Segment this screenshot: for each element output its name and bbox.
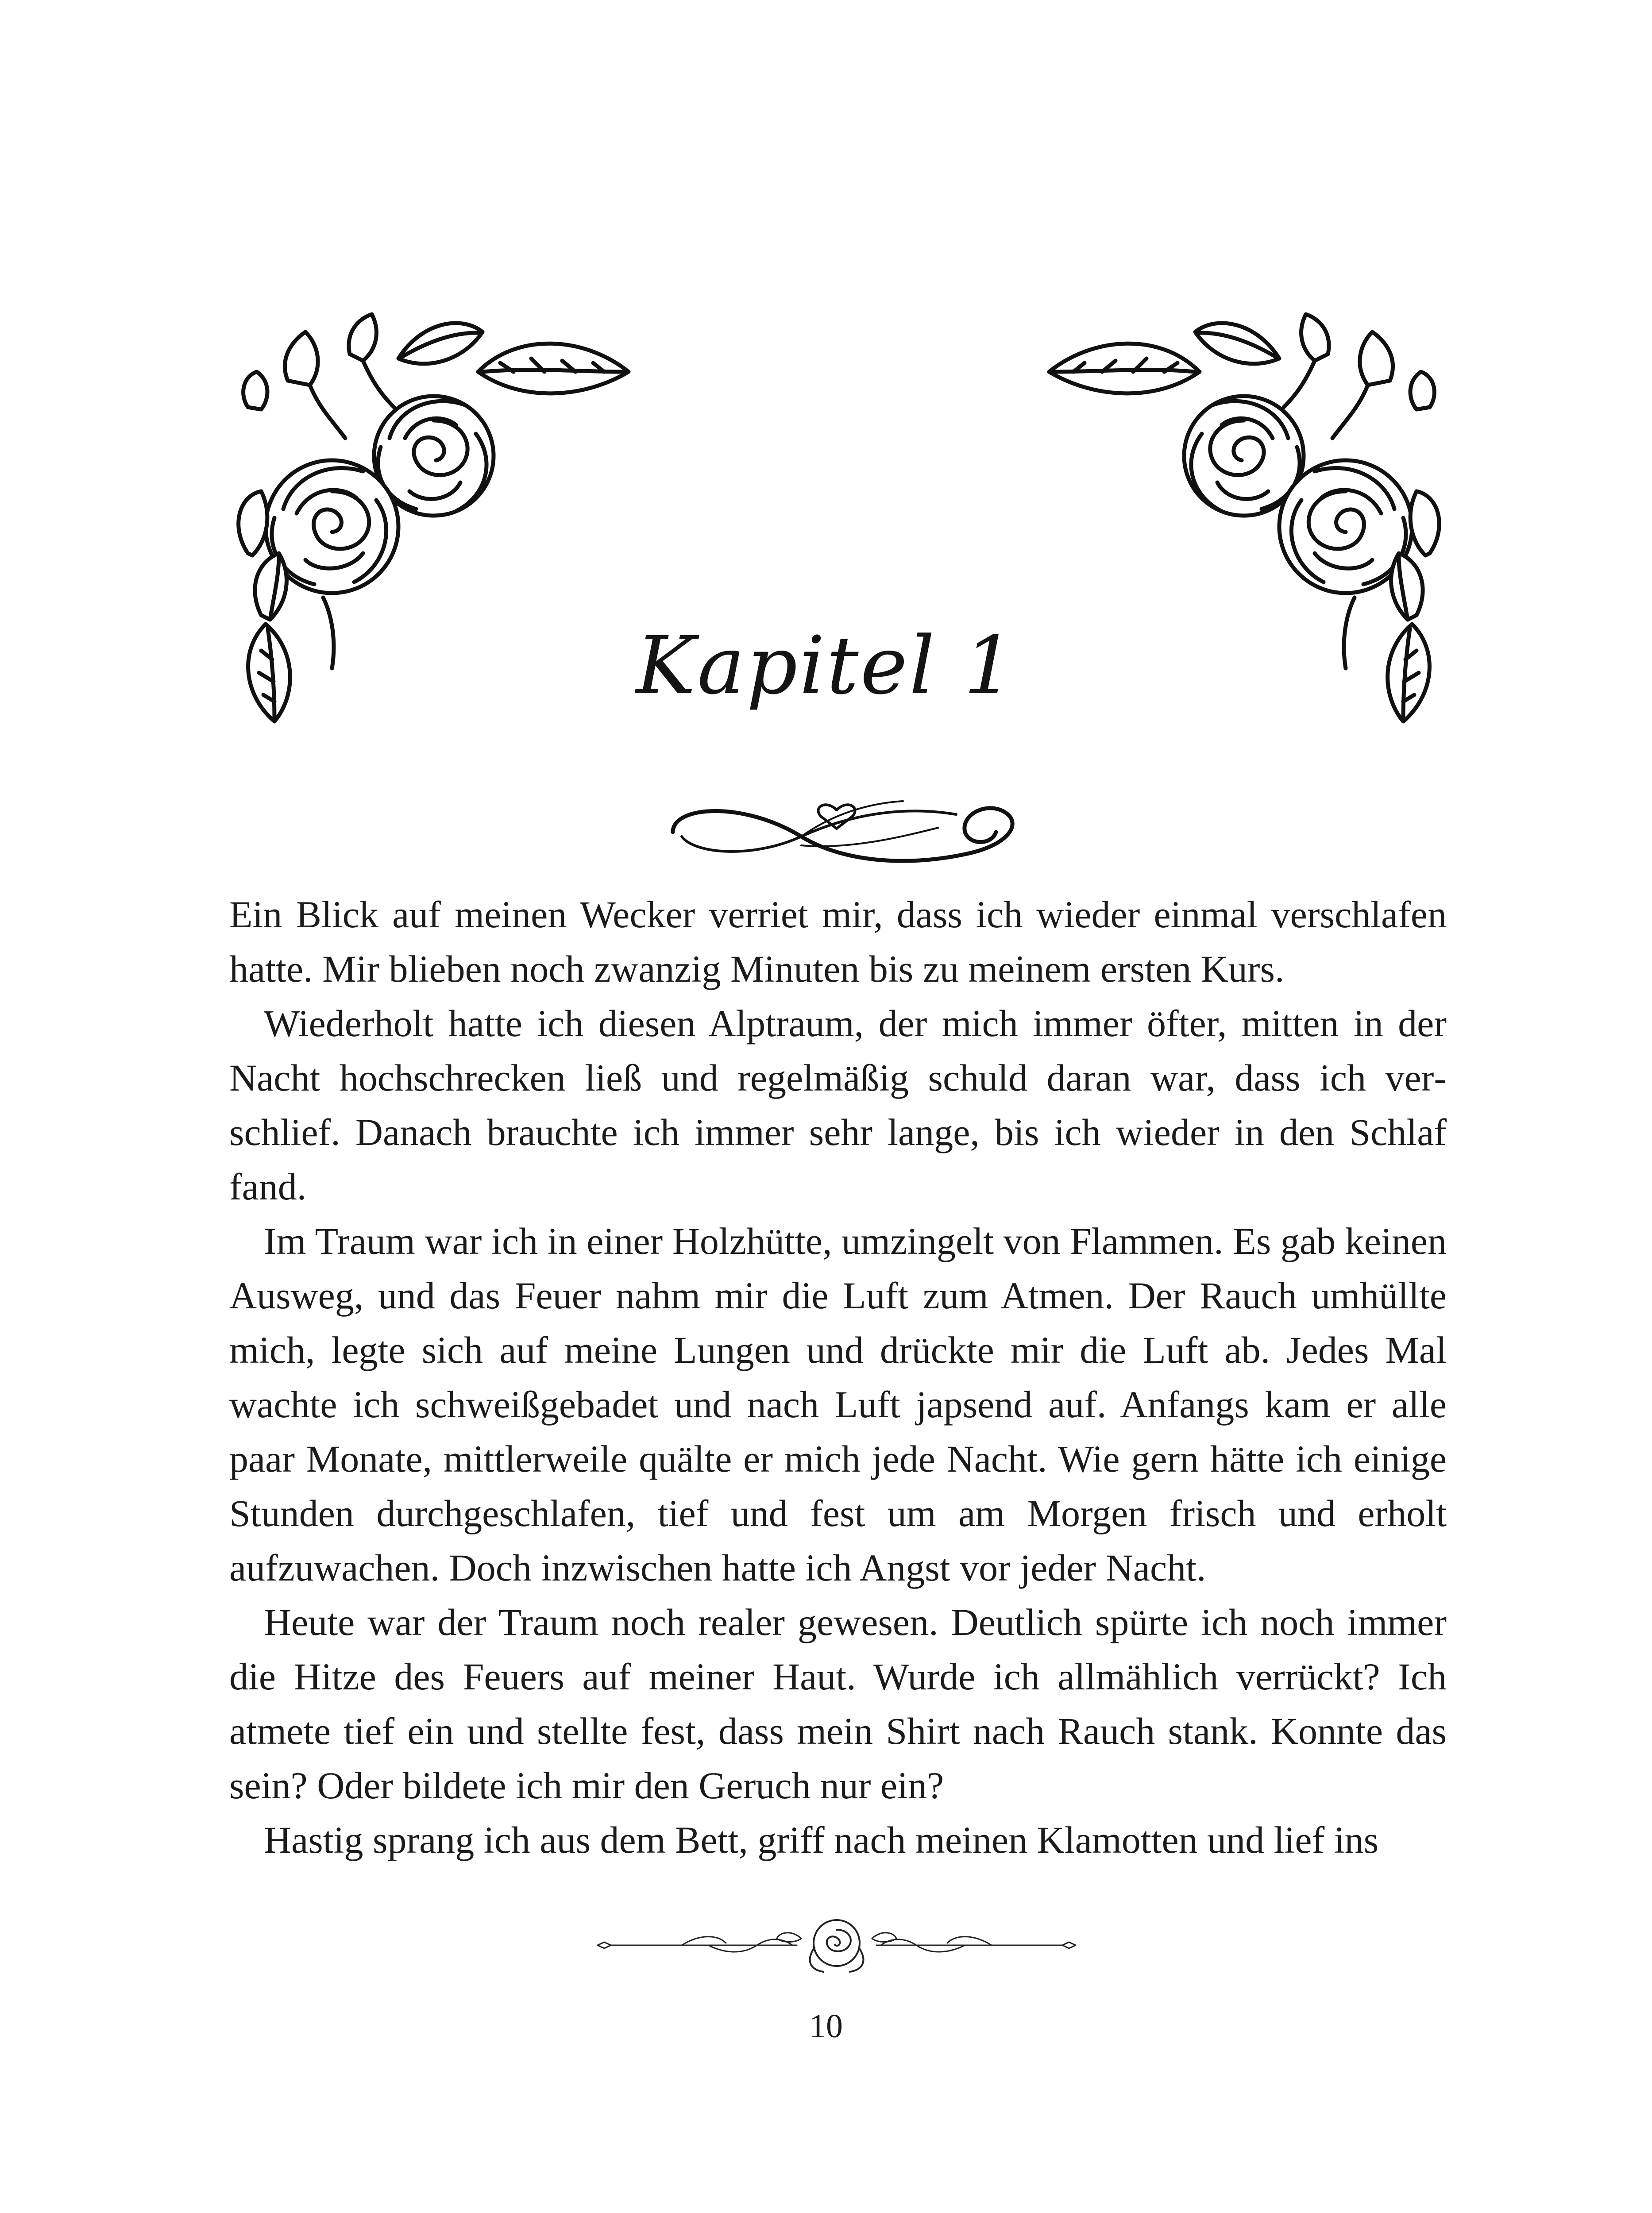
rose-vine-divider-icon	[593, 1912, 1080, 1978]
heart-flourish-icon	[655, 779, 1036, 881]
chapter-title: Kapitel 1	[636, 620, 1016, 712]
paragraph-3: Im Traum war ich in einer Holzhütte, umzingelt von Flammen. Es gab keinen Ausweg, und das Feuer nahm mir die Luft zum Atmen. Der Rauch umhüllte mich, legte sich auf meine Lungen und drückte mir die Luft ab. Jedes Mal wachte ich schweißgebadet und nach Luft japsend auf. Anfangs kam er alle paar Monate, mittlerweile quälte er mich jede Nacht. Wie gern hätte ich einige Stunden durchgeschlafen, tief und fest um am Morgen frisch und erholt aufzuwachen. Doch inzwischen hatte ich Angst vor jeder Nacht.	[229, 1220, 1447, 1589]
paragraph-5: Hastig sprang ich aus dem Bett, griff nach meinen Klamotten und lief ins	[264, 1819, 1379, 1861]
chapter-body	[229, 887, 1447, 1867]
paragraph-2: Wiederholt hatte ich diesen Alptraum, der mich immer öfter, mitten in der Nacht hochschrecken ließ und regelmäßig schuld daran war, dass ich verschlief. Danach brauchte ich immer sehr lange, bis ich wieder in den Schlaf fand.	[229, 1002, 1447, 1208]
paragraph-4: Heute war der Traum noch realer gewesen. Deutlich spürte ich noch immer die Hitze des Feuers auf meiner Haut. Wurde ich allmählich verrückt? Ich atmete tief ein und stellte fest, dass mein Shirt nach Rauch stank. Konnte das sein? Oder bildete ich mir den Geruch nur ein?	[229, 1601, 1447, 1807]
page-number: 10	[809, 2008, 843, 2045]
paragraph-1: Ein Blick auf meinen Wecker verriet mir, dass ich wieder einmal verschlafen hatte. Mir blieben noch zwanzig Minuten bis zu meinem ersten Kurs.	[229, 893, 1447, 990]
